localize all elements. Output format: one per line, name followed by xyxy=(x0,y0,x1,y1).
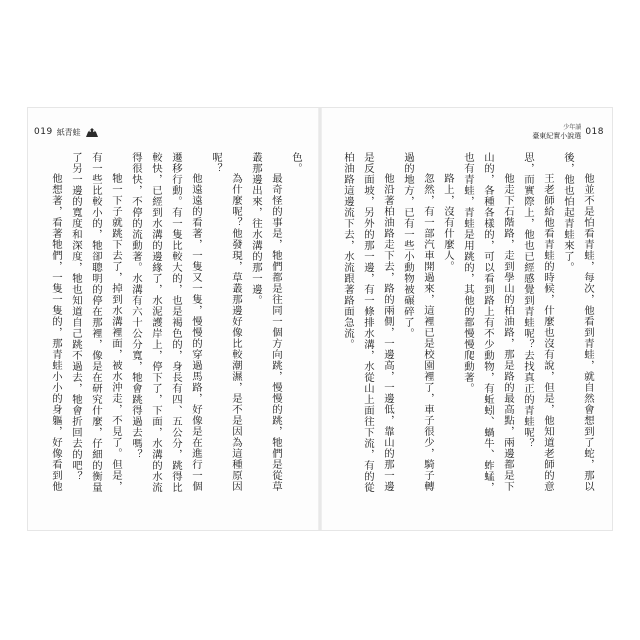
left-page-header xyxy=(34,124,99,140)
left-page-body xyxy=(44,152,306,498)
frog-icon xyxy=(85,127,99,138)
right-page xyxy=(322,108,612,530)
right-page-book-info xyxy=(532,123,581,141)
right-page-header xyxy=(532,124,604,140)
left-paragraph: 最奇怪的事是，牠們都是往同一個方向跳，慢慢的跳，牠們是從草叢那邊出來，往水溝的那一邊。 xyxy=(250,152,282,492)
right-paragraph: 路上，沒有什麼人。 xyxy=(442,172,454,272)
left-paragraph: 色。 xyxy=(290,152,302,174)
left-page-title: 紙青蛙 xyxy=(56,127,81,137)
right-page-body xyxy=(336,152,598,498)
left-paragraph: 他遠遠的看著，一隻又一隻，慢慢的穿過馬路，好像是在進行一個遷移行動。有一隻比較大的，也是褐色的，身長有四、五公分，跳得比較快，已經到水溝的邊緣了，水泥護岸上，停下了，下面，水溝的水流得很快，不停的流動著。水溝有六十公分寬，牠會跳得過去嗎？ xyxy=(130,152,202,493)
left-paragraph: 牠一下子就跳下去了，掉到水溝裡面，被水沖走，不見了。但是，有一些比較小的，牠卻聰明的停在那裡，像是在研究什麼，仔細的衡量了另一邊的寬度和深度，牠也知道自己跳不過去，牠會折回去的吧？ xyxy=(70,152,122,493)
right-paragraph: 他並不是怕看青蛙，每次，他看到青蛙，就自然會想到了蛇，那以後，他也怕起青蛙來了。 xyxy=(562,152,594,492)
right-paragraph: 他沿著柏油路走下去，路的兩側，一邊高，一邊低，靠山的那一邊是反面坡，另外的那一邊，有一條排水溝，水從山上面往下流，有的從柏油路這邊流下去，水流跟著路面急流。 xyxy=(342,152,394,493)
right-paragraph: 王老師給他看青蛙的時候，什麼也沒有說，但是，他知道老師的意思，而實際上，他也已經感覺到青蛙呢？去找真正的青蛙呢？ xyxy=(522,152,554,492)
right-page-number: 018 xyxy=(585,127,604,137)
right-paragraph: 忽然，有一部汽車開過來，這裡已是校園裡了，車子很少，騎子轉過的地方，已有一些小動物被碾碎了。 xyxy=(402,152,434,492)
book-spread xyxy=(28,108,612,530)
left-page xyxy=(28,108,318,530)
left-paragraph: 他想著，看著牠們，一隻一隻的，那青蛙小小的身軀，好像看到他 xyxy=(50,172,62,492)
series-label: 少年讀 xyxy=(563,124,582,131)
left-page-number: 019 xyxy=(34,127,53,137)
left-paragraph: 為什麼呢？他發現，草叢那邊好像比較潮濕，是不是因為這種原因呢？ xyxy=(210,152,242,492)
right-paragraph: 他走下石階路，走到學山的柏油路，那是路的最高點，兩邊都是下山的，各種各樣的，可以看到路上有不少動物，有蚯蚓、蝸牛、蚱蜢，也有青蛙，青蛙是用跳的，其他的都慢慢爬動著。 xyxy=(462,152,514,493)
book-name-label: 臺東紀實小說選 xyxy=(532,132,582,140)
